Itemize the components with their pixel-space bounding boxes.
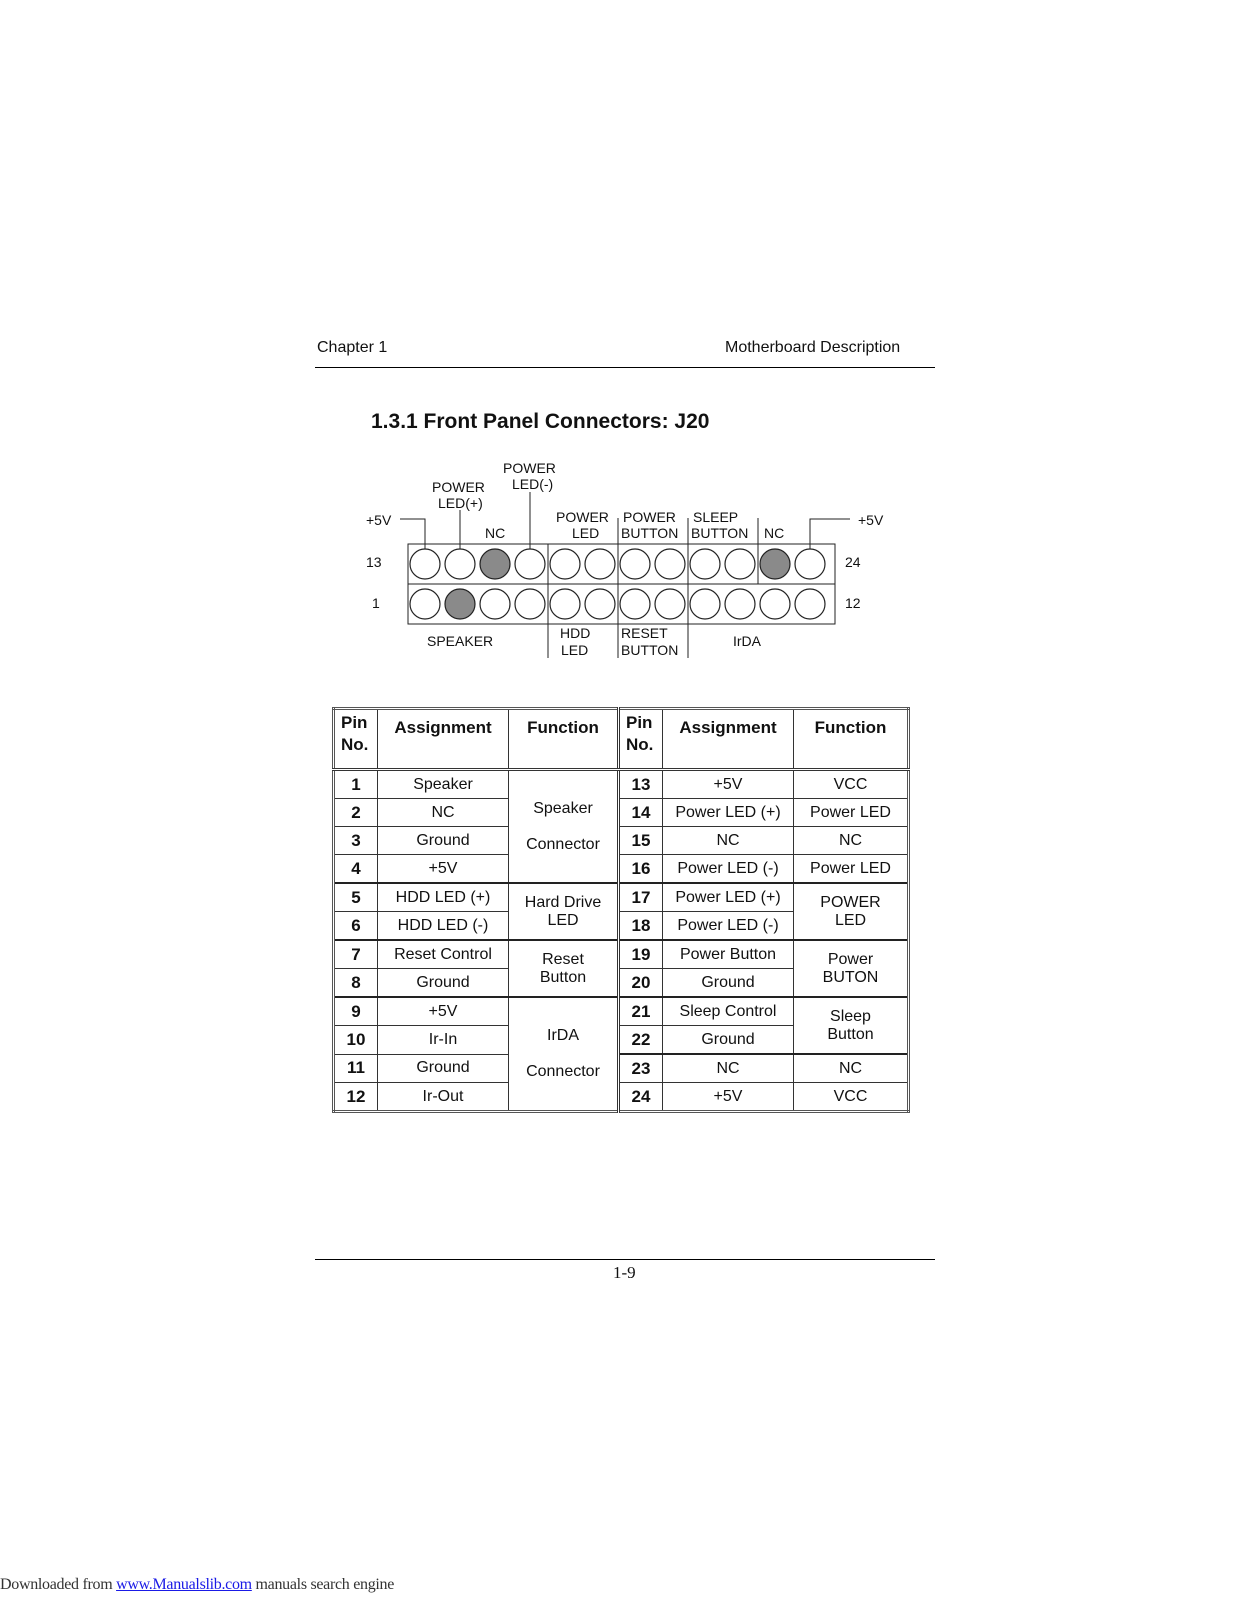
section-label: Motherboard Description: [725, 339, 901, 356]
pin-1: [410, 589, 440, 619]
function-cell: Power LED: [794, 855, 909, 884]
function-cell: Power BUTON: [794, 940, 909, 997]
pin-14: [445, 549, 475, 579]
assignment-cell: Sleep Control: [663, 997, 794, 1026]
pin-cell: 18: [619, 912, 663, 941]
pin-15: [480, 549, 510, 579]
power-led-plus-label: POWER: [432, 479, 485, 495]
plus5v-left-label: +5V: [366, 512, 392, 528]
section-title: 1.3.1 Front Panel Connectors: J20: [371, 410, 710, 433]
assignment-cell: Power LED (-): [663, 912, 794, 941]
pin-cell: 15: [619, 827, 663, 855]
pin-cell: 19: [619, 940, 663, 969]
header-function: Function: [794, 709, 909, 770]
function-cell: IrDA Connector: [509, 997, 619, 1112]
power-led-label: POWER: [556, 509, 609, 525]
hdd-led-label: HDD: [560, 625, 591, 641]
pin-16: [515, 549, 545, 579]
power-button-label: POWER: [623, 509, 676, 525]
page-number: 1-9: [613, 1263, 636, 1282]
pin-2: [445, 589, 475, 619]
download-footer: [0, 1576, 394, 1594]
header-assignment: Assignment: [378, 709, 509, 770]
assignment-cell: Power Button: [663, 940, 794, 969]
table-row: [334, 827, 909, 855]
assignment-cell: Ground: [663, 969, 794, 998]
assignment-cell: HDD LED (+): [378, 883, 509, 912]
table-row: [334, 997, 909, 1026]
pin-cell: 2: [334, 799, 378, 827]
assignment-cell: +5V: [378, 997, 509, 1026]
pin-cell: 23: [619, 1054, 663, 1083]
assignment-cell: NC: [663, 1054, 794, 1083]
assignment-cell: Reset Control: [378, 940, 509, 969]
pin-cell: 12: [334, 1083, 378, 1112]
assignment-cell: Power LED (+): [663, 883, 794, 912]
pin-cell: 3: [334, 827, 378, 855]
pin-7: [620, 589, 650, 619]
pin-cell: 21: [619, 997, 663, 1026]
assignment-cell: Ir-Out: [378, 1083, 509, 1112]
hdd-led-label-2: LED: [561, 642, 589, 658]
table-header-row: [334, 709, 909, 770]
plus5v-right-label: +5V: [858, 512, 884, 528]
assignment-cell: Ground: [378, 827, 509, 855]
nc-right-label: NC: [764, 525, 785, 541]
pin-21: [690, 549, 720, 579]
pin-23: [760, 549, 790, 579]
function-cell: Speaker Connector: [509, 770, 619, 884]
nc-left-label: NC: [485, 525, 506, 541]
footer-prefix: Downloaded from: [0, 1576, 117, 1593]
pin-cell: 7: [334, 940, 378, 969]
pin-cell: 16: [619, 855, 663, 884]
pin-4: [515, 589, 545, 619]
pin-13: [410, 549, 440, 579]
table-row: [334, 799, 909, 827]
function-cell: NC: [794, 827, 909, 855]
pin-cell: 11: [334, 1054, 378, 1083]
power-led-label-2: LED: [572, 525, 600, 541]
pin-cell: 20: [619, 969, 663, 998]
header-assignment: Assignment: [663, 709, 794, 770]
table-row: [334, 855, 909, 884]
pin-10: [725, 589, 755, 619]
pin-9: [690, 589, 720, 619]
table-row: [334, 1054, 909, 1083]
assignment-cell: +5V: [378, 855, 509, 884]
pin-cell: 9: [334, 997, 378, 1026]
pin-3: [480, 589, 510, 619]
header-pin-no: Pin No.: [334, 709, 378, 770]
pin24-label: 24: [845, 554, 861, 570]
assignment-cell: Ground: [378, 1054, 509, 1083]
pin-11: [760, 589, 790, 619]
assignment-cell: +5V: [663, 1083, 794, 1112]
assignment-cell: Power LED (-): [663, 855, 794, 884]
pin1-label: 1: [372, 595, 380, 611]
pin-cell: 6: [334, 912, 378, 941]
function-cell: Reset Button: [509, 940, 619, 997]
pin-cell: 8: [334, 969, 378, 998]
chapter-label: Chapter 1: [317, 339, 388, 356]
pin-24: [795, 549, 825, 579]
speaker-label: SPEAKER: [427, 633, 494, 649]
power-led-minus-label: POWER: [503, 460, 556, 476]
header-rule: [315, 367, 935, 368]
function-cell: VCC: [794, 770, 909, 799]
pin-cell: 10: [334, 1026, 378, 1055]
power-led-plus-label-2: LED(+): [438, 495, 483, 511]
pin-18: [585, 549, 615, 579]
function-cell: Power LED: [794, 799, 909, 827]
table-row: [334, 883, 909, 912]
assignment-cell: Speaker: [378, 770, 509, 799]
function-cell: Hard Drive LED: [509, 883, 619, 940]
pin-17: [550, 549, 580, 579]
pin-cell: 1: [334, 770, 378, 799]
pin-assignment-table: [332, 707, 910, 1113]
pin-8: [655, 589, 685, 619]
assignment-cell: NC: [663, 827, 794, 855]
j20-connector-diagram: [355, 450, 884, 665]
pin-cell: 17: [619, 883, 663, 912]
function-cell: VCC: [794, 1083, 909, 1112]
assignment-cell: Ir-In: [378, 1026, 509, 1055]
pin12-label: 12: [845, 595, 861, 611]
function-cell: POWER LED: [794, 883, 909, 940]
table-row: [334, 1083, 909, 1112]
assignment-cell: HDD LED (-): [378, 912, 509, 941]
reset-button-label: RESET: [621, 625, 668, 641]
pin-6: [585, 589, 615, 619]
pin-cell: 5: [334, 883, 378, 912]
assignment-cell: Power LED (+): [663, 799, 794, 827]
pin-cell: 13: [619, 770, 663, 799]
assignment-cell: Ground: [378, 969, 509, 998]
pin-cell: 14: [619, 799, 663, 827]
power-button-label-2: BUTTON: [621, 525, 679, 541]
table-row: [334, 940, 909, 969]
pin-cell: 4: [334, 855, 378, 884]
pin13-label: 13: [366, 554, 382, 570]
table-row: [334, 770, 909, 799]
pin-12: [795, 589, 825, 619]
header-function: Function: [509, 709, 619, 770]
irda-label: IrDA: [733, 633, 761, 649]
assignment-cell: Ground: [663, 1026, 794, 1055]
pin-19: [620, 549, 650, 579]
pin-cell: 24: [619, 1083, 663, 1112]
pin-cell: 22: [619, 1026, 663, 1055]
footer-suffix: manuals search engine: [251, 1576, 395, 1593]
power-led-minus-label-2: LED(-): [512, 476, 554, 492]
assignment-cell: +5V: [663, 770, 794, 799]
function-cell: NC: [794, 1054, 909, 1083]
pin-5: [550, 589, 580, 619]
function-cell: Sleep Button: [794, 997, 909, 1054]
assignment-cell: NC: [378, 799, 509, 827]
pin-22: [725, 549, 755, 579]
sleep-button-label: SLEEP: [693, 509, 739, 525]
pin-20: [655, 549, 685, 579]
reset-button-label-2: BUTTON: [621, 642, 679, 658]
sleep-button-label-2: BUTTON: [691, 525, 749, 541]
manualslib-link[interactable]: www.Manualslib.com: [116, 1576, 252, 1593]
footer-rule: [315, 1259, 935, 1260]
header-pin-no: Pin No.: [619, 709, 663, 770]
